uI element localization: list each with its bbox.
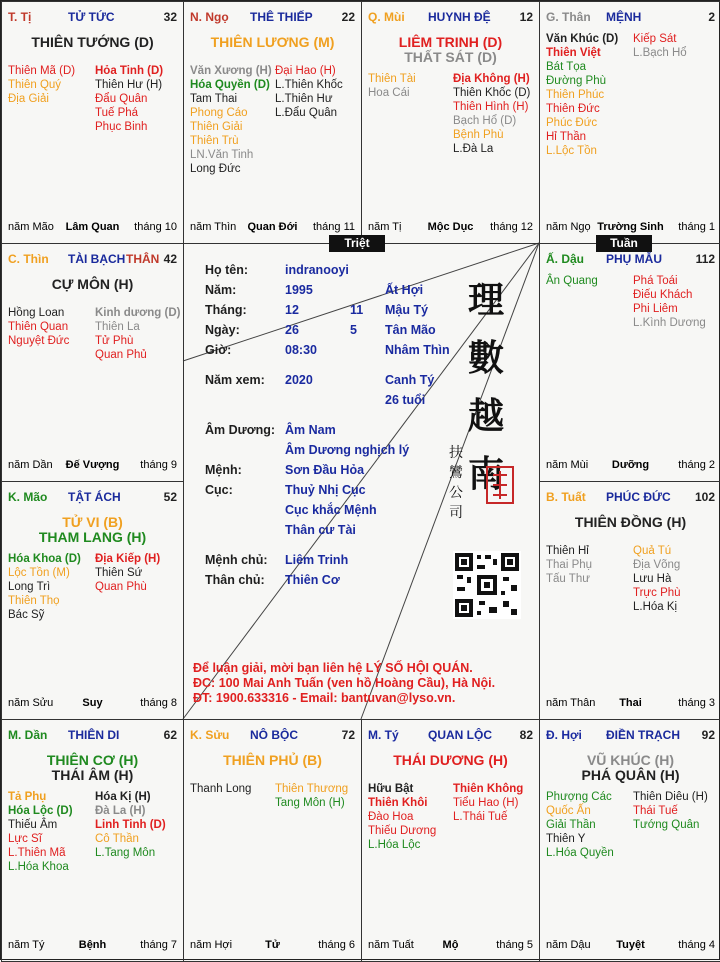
left-stars [8,64,75,106]
gio-can-chi: Nhâm Thìn [385,343,450,357]
palace-position: T. Tị [8,10,32,24]
star-item: Thiên Khốc (D) [453,87,531,99]
main-star: PHÁ QUÂN (H) [581,767,680,783]
star-item: Kinh dương (D) [95,307,181,319]
qr-code[interactable] [453,551,521,619]
star-item: Bệnh Phù [453,129,504,141]
palace-year: năm Ngọ [546,221,591,233]
star-item: Thiên Không [453,783,524,795]
palace-number: 42 [163,252,177,266]
palace-month: tháng 6 [318,939,355,951]
center-info-panel [183,243,539,719]
cuc-note-2: Thân cư Tài [285,523,356,537]
star-item: Hồng Loan [8,307,65,319]
star-item: Phá Toái [633,275,678,287]
star-item: Tam Thai [190,93,238,105]
logo-small-text: 扶鸞公司 [449,445,463,521]
ngay-label: Ngày: [205,323,240,337]
star-item: LN.Văn Tinh [190,149,254,161]
palace-position: C. Thìn [8,252,49,266]
left-stars [8,790,73,874]
palace-number: 82 [519,728,533,742]
palace-name: TỬ TỨC [68,10,115,24]
nam-xem-label: Năm xem: [205,373,265,387]
palace-stage: Bệnh [78,939,107,951]
star-item: Thiên La [95,321,140,333]
palace-footer [190,939,355,953]
star-item: Hóa Lộc (D) [8,805,73,817]
star-item: Linh Tinh (D) [95,819,166,831]
star-item: Tuế Phá [95,107,139,119]
palace-mao [1,481,184,720]
palace-year: năm Thân [546,697,596,709]
star-item: L.Đẩu Quân [275,107,338,119]
palace-month: tháng 12 [490,221,533,233]
main-star: THIÊN TƯỚNG (D) [31,34,154,50]
thang-am-value: 11 [350,303,364,317]
star-item: Long Trì [8,581,51,593]
star-item: Lưu Hà [633,573,672,585]
right-stars [95,306,180,362]
star-item: Thiếu Dương [368,825,437,837]
palace-footer [368,221,533,235]
star-item: Phượng Các [546,791,612,803]
palace-header [546,728,715,746]
thang-can-chi: Mậu Tý [385,303,429,317]
left-stars [8,552,81,622]
star-item: Điếu Khách [633,289,693,301]
right-stars [95,64,163,134]
star-item: Thiên Thương [275,783,349,795]
palace-position: M. Dần [8,728,48,742]
star-item: Tiểu Hao (H) [453,797,519,809]
palace-position: Đ. Hợi [546,728,582,742]
palace-header [368,728,533,746]
star-item: Tướng Quân [633,819,700,831]
palace-stage: Trường Sinh [597,221,664,233]
palace-year: năm Hợi [190,939,233,951]
right-stars [633,32,687,60]
palace-month: tháng 2 [678,459,715,471]
star-item: Địa Võng [633,559,681,571]
star-item: Hóa Quyền (D) [190,79,270,91]
main-star: THÁI ÂM (H) [51,767,134,783]
palace-header [546,490,715,508]
palace-stage: Tử [265,939,280,951]
palace-name: ĐIỀN TRẠCH [606,728,680,742]
gio-label: Giờ: [205,343,232,357]
menh-chu-value: Liêm Trinh [285,553,349,567]
palace-position: B. Tuất [546,490,586,504]
nam-label: Năm: [205,283,237,297]
palace-stage: Dưỡng [611,459,650,471]
palace-number: 2 [708,10,715,24]
nam-xem-value: 2020 [285,373,313,387]
right-stars [95,790,166,860]
left-stars [368,72,416,100]
star-item: L.Hóa Lộc [368,839,421,851]
star-item: Địa Giải [8,93,49,105]
palace-position: K. Mão [8,490,48,504]
star-item: L.Hóa Quyền [546,847,614,859]
contact-address: ĐC: 100 Mai Anh Tuấn (ven hồ Hoàng Cầu), Hà Nội. [193,676,496,690]
star-item: Thiếu Âm [8,819,58,831]
palace-stage: Suy [82,697,103,709]
main-star: CỰ MÔN (H) [51,276,134,292]
right-stars [633,790,708,832]
palace-year: năm Tý [8,939,45,951]
star-item: Thiên Giải [190,121,243,133]
star-item: Quả Tú [633,545,672,557]
ngay-am-value: 5 [350,323,357,337]
main-star: LIÊM TRINH (D) [398,34,503,50]
palace-number: 102 [694,490,715,504]
tuoi-value: 26 tuổi [385,393,426,407]
palace-ty [361,719,540,962]
star-item: Đại Hao (H) [275,65,336,77]
ngay-value: 26 [285,323,299,337]
palace-footer [8,459,177,473]
left-stars [368,782,436,852]
palace-position: K. Sửu [190,728,230,742]
palace-thin [1,243,184,482]
star-item: Bác Sỹ [8,609,45,621]
star-item: L.Đà La [453,143,494,155]
star-item: L.Tang Môn [95,847,156,859]
palace-footer [190,221,355,235]
star-item: Quan Phủ [95,349,147,361]
palace-header [8,252,177,270]
palace-number: 22 [341,10,355,24]
palace-year: năm Dậu [546,939,591,951]
star-item: Thiên Tài [368,73,416,85]
palace-stage: Tuyệt [616,939,645,951]
right-stars [275,782,348,810]
star-item: Văn Khúc (D) [546,33,619,45]
palace-month: tháng 7 [140,939,177,951]
palace-mui [361,1,540,244]
ho-ten-label: Họ tên: [205,263,249,277]
star-item: Thiên Hình (H) [453,101,529,113]
star-item: Phong Cáo [190,107,248,119]
menh-label: Mệnh: [205,463,242,477]
palace-stage: Mộ [442,939,459,951]
palace-name: QUAN LỘC [428,728,492,742]
palace-header [546,252,715,270]
star-item: L.Kình Dương [633,317,706,329]
palace-number: 112 [695,252,715,266]
right-stars [275,64,343,120]
palace-month: tháng 1 [678,221,715,233]
palace-name: TÀI BẠCH [68,252,126,266]
palace-header [190,10,355,28]
palace-header [368,10,533,28]
palace-year: năm Thìn [190,221,237,233]
palace-footer [546,221,715,235]
palace-name: THIÊN DI [68,728,120,742]
palace-month: tháng 3 [678,697,715,709]
star-item: Thiên Quý [8,79,62,91]
star-item: L.Thiên Mã [8,847,66,859]
palace-position: N. Ngọ [190,10,229,24]
palace-name: PHÚC ĐỨC [606,490,671,504]
star-item: Thai Phụ [546,559,593,571]
right-stars [453,72,530,156]
palace-year: năm Tị [368,221,402,233]
palace-position: M. Tý [368,728,399,742]
star-item: Thiên Diêu (H) [633,791,708,803]
main-star: THẤT SÁT (D) [404,49,497,65]
nam-can-chi: Ất Hợi [385,283,424,297]
star-item: Tả Phụ [8,791,47,803]
palace-footer [8,697,177,711]
star-item: Thiên Hỉ [546,545,589,557]
palace-stage: Thai [619,697,642,709]
palace-number: 62 [163,728,177,742]
star-item: Kiếp Sát [633,33,677,45]
star-item: Thanh Long [190,783,252,795]
star-item: Trực Phù [633,587,681,599]
star-item: Thái Tuế [633,805,678,817]
star-item: Bạch Hổ (D) [453,115,517,127]
palace-year: năm Dần [8,459,53,471]
star-item: Thiên Thọ [8,595,60,607]
contact-line-1: Để luận giải, mời bạn liên hệ LÝ SỐ HỘI QUÁN. [193,661,473,675]
palace-stage: Lâm Quan [65,221,120,233]
ho-ten-value: indranooyi [285,263,349,277]
main-star: THIÊN PHỦ (B) [223,752,322,768]
star-item: Đào Hoa [368,811,414,823]
left-stars [546,274,598,288]
palace-suu [183,719,362,962]
star-item: Đà La (H) [95,805,146,817]
palace-month: tháng 9 [140,459,177,471]
palace-name: MỆNH [606,10,642,24]
star-item: L.Hóa Kị [633,601,678,613]
palace-year: năm Mùi [546,459,589,471]
star-item: L.Bạch Hổ [633,47,687,59]
palace-stage: Mộc Dục [427,221,474,233]
palace-header [546,10,715,28]
tuan-badge: Tuần [596,235,652,252]
palace-footer [8,221,177,235]
star-item: Lộc Tồn (M) [8,567,70,579]
cuc-value: Thuỷ Nhị Cục [285,483,366,497]
star-item: L.Thiên Khốc [275,79,343,91]
star-item: Hỉ Thần [546,131,587,143]
palace-footer [546,939,715,953]
star-item: L.Thiên Hư [275,93,333,105]
palace-name: HUYNH ĐỆ [428,10,491,24]
star-item: Hóa Kị (H) [95,791,151,803]
star-item: Thiên Mã (D) [8,65,76,77]
star-item: Đường Phù [546,75,606,87]
palace-tag: THÂN [126,252,160,266]
right-stars [95,552,160,594]
star-item: Long Đức [190,163,241,175]
palace-year: năm Mão [8,221,54,233]
star-item: Thiên Phúc [546,89,605,101]
star-item: Lực Sĩ [8,833,42,845]
palace-position: Ấ. Dậu [546,252,585,266]
menh-value: Sơn Đầu Hỏa [285,463,365,477]
palace-ti [1,1,184,244]
right-stars [633,544,681,614]
palace-dau [539,243,720,482]
palace-than [539,1,720,244]
than-chu-label: Thân chủ: [205,573,265,587]
palace-number: 92 [701,728,715,742]
star-item: Cô Thần [95,833,139,845]
main-star: THIÊN CƠ (H) [46,752,139,768]
left-stars [190,64,272,176]
main-star: THIÊN ĐỒNG (H) [574,514,687,530]
palace-month: tháng 10 [134,221,177,233]
palace-header [8,10,177,28]
left-stars [546,790,614,860]
palace-hoi [539,719,720,962]
star-item: Tấu Thư [546,573,590,585]
main-star: THAM LANG (H) [38,529,147,545]
palace-year: năm Tuất [368,939,414,951]
star-item: Hoa Cái [368,87,410,99]
palace-ngo [183,1,362,244]
than-chu-value: Thiên Cơ [285,573,340,587]
star-item: Thiên Trù [190,135,239,147]
palace-header [190,728,355,746]
palace-month: tháng 5 [496,939,533,951]
left-stars [546,544,592,586]
palace-dan [1,719,184,962]
palace-header [8,490,177,508]
star-item: Văn Xương (H) [190,65,272,77]
palace-header [8,728,177,746]
star-item: Tang Môn (H) [275,797,345,809]
star-item: Giải Thần [546,819,596,831]
star-item: Thiên Khôi [368,797,428,809]
ngay-can-chi: Tân Mão [385,323,436,337]
star-item: Thiên Sứ [95,567,143,579]
left-stars [8,306,69,348]
cuc-note-1: Cục khắc Mệnh [285,503,377,517]
palace-footer [8,939,177,953]
star-item: Thiên Y [546,833,586,845]
gio-value: 08:30 [285,343,317,357]
star-item: Nguyệt Đức [8,335,70,347]
palace-name: TẬT ÁCH [68,490,121,504]
nam-value: 1995 [285,283,313,297]
right-stars [633,274,706,330]
star-item: Thiên Việt [546,47,601,59]
star-item: L.Thái Tuế [453,811,508,823]
palace-footer [368,939,533,953]
am-duong-value: Âm Nam [285,423,336,437]
star-item: Đẩu Quân [95,93,148,105]
star-item: Phi Liêm [633,303,678,315]
star-item: Ân Quang [546,275,598,287]
star-item: Hỏa Tinh (D) [95,65,164,77]
main-star: THIÊN LƯƠNG (M) [210,34,335,50]
palace-footer [546,697,715,711]
left-stars [546,32,618,158]
am-duong-label: Âm Dương: [205,423,276,437]
star-item: Quan Phù [95,581,147,593]
star-item: Thiên Đức [546,103,600,115]
palace-month: tháng 11 [312,221,355,233]
logo-seal [485,465,515,505]
left-stars [190,782,251,796]
star-item: Hóa Khoa (D) [8,553,81,565]
contact-phone-email[interactable]: ĐT: 1900.633316 - Email: bantuvan@lyso.vn. [193,691,456,705]
palace-name: NÔ BỘC [250,728,298,742]
palace-number: 12 [519,10,533,24]
star-item: Địa Kiếp (H) [95,553,161,565]
am-duong-note: Âm Dương nghịch lý [285,443,410,457]
triet-badge: Triệt [329,235,385,252]
star-item: Quốc Ấn [546,805,591,817]
palace-year: năm Sửu [8,697,54,709]
menh-chu-label: Mệnh chủ: [205,553,268,567]
thang-label: Tháng: [205,303,247,317]
logo-calligraphy: 理數越南 [468,279,505,495]
thang-value: 12 [285,303,299,317]
right-stars [453,782,523,824]
star-item: Thiên Quan [8,321,69,333]
star-item: Bát Tọa [546,61,587,73]
palace-name: PHỤ MẪU [606,252,662,266]
palace-tuat [539,481,720,720]
star-item: Thiên Hư (H) [95,79,163,91]
star-item: Địa Không (H) [453,73,530,85]
star-item: Phục Binh [95,121,148,133]
main-star: THÁI DƯƠNG (H) [393,752,508,768]
palace-number: 72 [341,728,355,742]
main-star: VŨ KHÚC (H) [586,752,675,768]
palace-number: 32 [163,10,177,24]
star-item: Tử Phù [95,335,134,347]
palace-stage: Quan Đới [247,221,298,233]
nam-xem-can-chi: Canh Tý [385,373,435,387]
star-item: L.Hóa Khoa [8,861,69,873]
palace-name: THÊ THIẾP [250,10,313,24]
palace-number: 52 [163,490,177,504]
palace-position: G. Thân [546,10,591,24]
main-star: TỬ VI (B) [62,514,123,530]
star-item: Hữu Bật [368,783,414,795]
star-item: Phúc Đức [546,117,598,129]
palace-stage: Đế Vượng [65,459,120,471]
palace-month: tháng 4 [678,939,715,951]
star-item: L.Lộc Tồn [546,145,597,157]
palace-position: Q. Mùi [368,10,405,24]
cuc-label: Cục: [205,483,233,497]
palace-footer [546,459,715,473]
palace-month: tháng 8 [140,697,177,709]
